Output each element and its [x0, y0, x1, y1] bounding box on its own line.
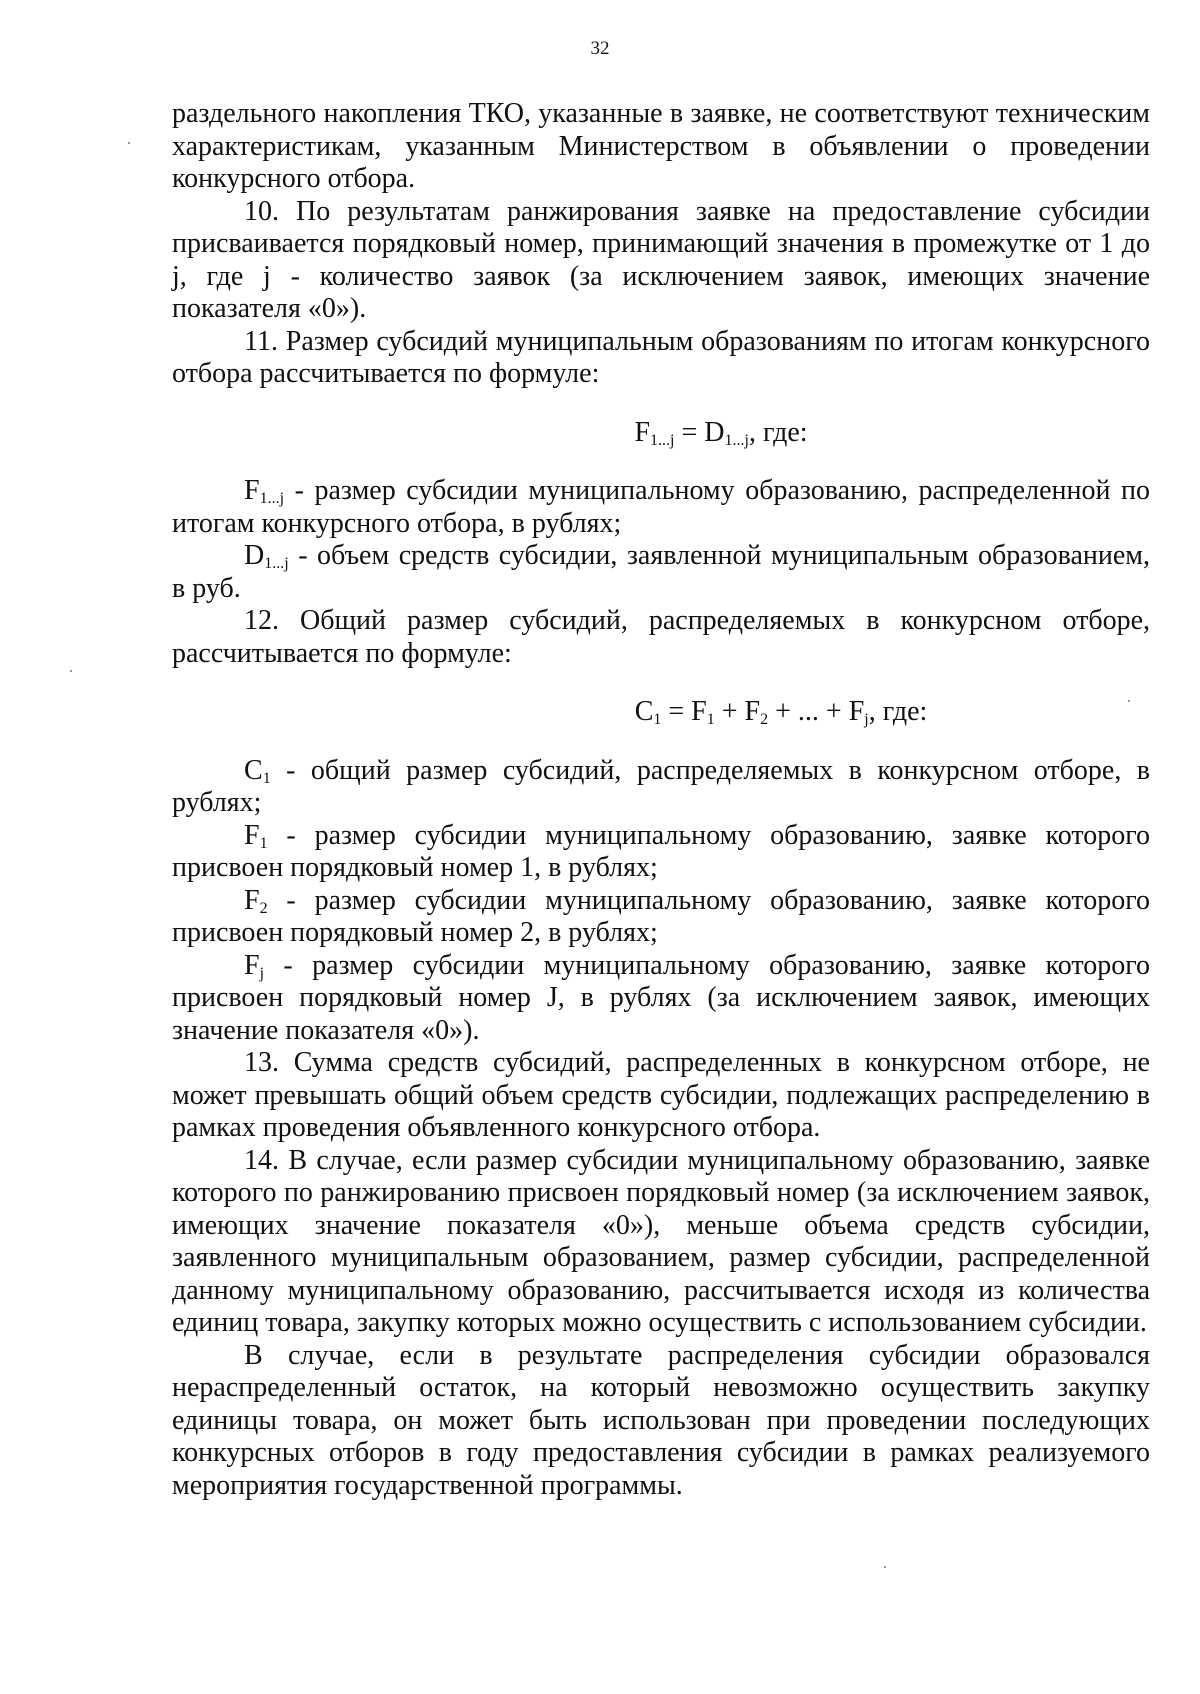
- definition-F1: [172, 820, 1150, 885]
- paragraph-continuation: раздельного накопления ТКО, указанные в заявке, не соответствуют техническим характеристикам, указанным Министерством в объявлении о проведении конкурсного отбора.: [172, 98, 1150, 194]
- def-symbol-sub: 2: [259, 899, 268, 917]
- paragraph-13: 13. Сумма средств субсидий, распределенных в конкурсном отборе, не может превышать общий объем средств субсидии, подлежащих распределению в рамках проведения объявленного конкурсного отбора.: [172, 1047, 1150, 1143]
- def-symbol-sub: 1...j: [264, 555, 289, 572]
- def-text: - общий размер субсидий, распределяемых в конкурсном отборе, в рублях;: [172, 754, 1150, 818]
- formula-term-3-sub: j: [864, 711, 869, 728]
- paragraph-12: 12. Общий размер субсидий, распределяемых в конкурсном отборе, рассчитывается по формуле:: [172, 605, 1150, 669]
- formula-eq: =: [661, 696, 692, 727]
- formula-lhs-sub: 1: [653, 711, 662, 728]
- scan-speck: [70, 670, 72, 672]
- def-text: - размер субсидии муниципальному образованию, заявке которого присвоен порядковый номер 2, в рублях;: [172, 884, 1150, 948]
- formula-term-3: F: [848, 696, 865, 727]
- formula-rhs-sub: 1...j: [724, 431, 749, 449]
- def-symbol: C: [244, 754, 263, 786]
- page-number: 32: [590, 38, 610, 59]
- document-body: [172, 98, 1150, 1502]
- definition-Fj: [172, 950, 1150, 1048]
- def-symbol: F: [244, 884, 260, 916]
- paragraph-14: 14. В случае, если размер субсидии муниципальному образованию, заявке которого по ранжированию присвоен порядковый номер (за исключением заявок, имеющих значение показателя «0»), меньше объема средств субсидии, заявленного муниципальным образованием, размер субсидии, распределенной данному муниципальному образованию, рассчитывается исходя из количества единиц товара, закупку которых можно осуществить с использованием субсидии.: [172, 1144, 1150, 1338]
- paragraph-15: В случае, если в результате распределения субсидии образовался нераспределенный остаток, на который невозможно осуществить закупку единицы товара, он может быть использован при проведении последующих конкурсных отборов в году предоставления субсидии в рамках реализуемого мероприятия государственной программы.: [172, 1339, 1150, 1501]
- formula-subsidy-size: [172, 417, 1150, 450]
- def-symbol-sub: 1: [262, 769, 271, 787]
- def-text: - объем средств субсидии, заявленной муниципальным образованием, в руб.: [172, 540, 1150, 604]
- def-symbol: F: [244, 475, 260, 506]
- formula-term-2-sub: 2: [760, 711, 769, 728]
- definition-F2: [172, 885, 1150, 950]
- definition-F1j: [172, 475, 1150, 540]
- formula-term-2: F: [744, 696, 761, 727]
- formula-lhs-sub: 1...j: [650, 431, 675, 449]
- scan-speck: [128, 142, 130, 144]
- def-symbol: F: [244, 819, 260, 851]
- def-symbol-sub: 1: [259, 834, 268, 852]
- scan-speck: [1128, 700, 1130, 702]
- formula-term-1-sub: 1: [706, 711, 715, 728]
- definition-D1j: [172, 540, 1150, 605]
- formula-rhs: D: [704, 416, 725, 448]
- scan-speck: [884, 1566, 886, 1568]
- formula-lhs: F: [634, 416, 651, 448]
- formula-tail: , где:: [748, 416, 808, 448]
- def-symbol: F: [244, 949, 260, 981]
- formula-eq: =: [674, 416, 705, 448]
- formula-lhs: C: [634, 696, 654, 727]
- formula-plus-1: +: [714, 696, 745, 727]
- formula-plus-2: + ... +: [768, 696, 849, 727]
- paragraph-10: 10. По результатам ранжирования заявке на предоставление субсидии присваивается порядковый номер, принимающий значения в промежутке от 1 до j, где j - количество заявок (за исключением заявок, имеющих значение показателя «0»).: [172, 195, 1150, 324]
- def-symbol: D: [244, 540, 265, 571]
- paragraph-11: 11. Размер субсидий муниципальным образованиям по итогам конкурсного отбора рассчитывается по формуле:: [172, 325, 1150, 389]
- def-text: - размер субсидии муниципальному образованию, заявке которого присвоен порядковый номер 1, в рублях;: [172, 819, 1150, 883]
- formula-term-1: F: [691, 696, 707, 727]
- formula-total-subsidy: [172, 696, 1150, 729]
- def-symbol-sub: j: [259, 964, 265, 982]
- def-text: - размер субсидии муниципальному образованию, заявке которого присвоен порядковый номер J, в рублях (за исключением заявок, имеющих значение показателя «0»).: [172, 949, 1150, 1046]
- def-symbol-sub: 1...j: [259, 490, 285, 507]
- definition-C1: [172, 755, 1150, 820]
- formula-tail: , где:: [868, 696, 928, 727]
- def-text: - размер субсидии муниципальному образованию, распределенной по итогам конкурсного отбора, в рублях;: [172, 475, 1150, 539]
